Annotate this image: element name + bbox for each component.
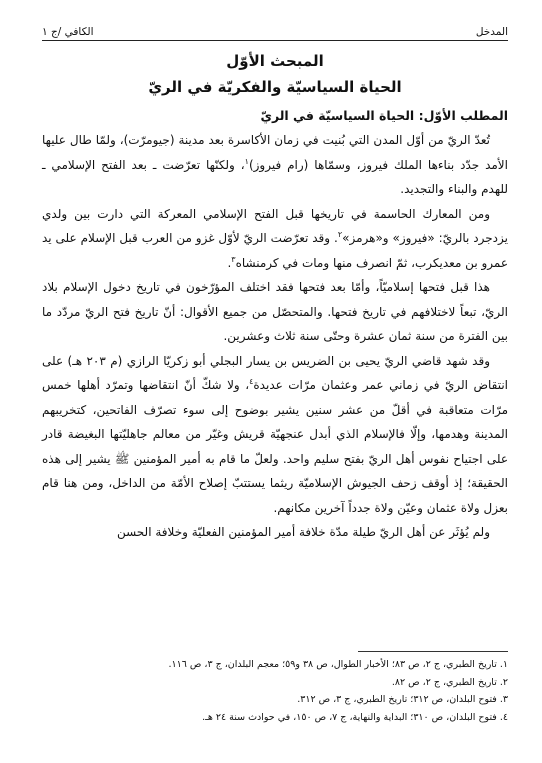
footnote-ref-2: ٢	[337, 230, 343, 239]
footnote-3: ٣. فتوح البلدان، ص ٣١٢؛ تاريخ الطبري، ج ٣، ص ٣١٢.	[297, 694, 508, 705]
footnote-1: ١. تاريخ الطبري، ج ٢، ص ٨٣؛ الأخبار الطوال، ص ٣٨ و٥٩؛ معجم البلدان، ج ٣، ص ١١٦.	[168, 659, 508, 670]
footnote-divider	[358, 651, 508, 652]
subsection-title: المطلب الأوّل: الحياة السياسيّة في الريّ	[260, 108, 508, 123]
footnote-ref-3: ٣	[231, 254, 236, 264]
paragraph-3: هذا قبل فتحها إسلاميّاً، وأمّا بعد فتحها فقد اختلف المؤرّخون في تاريخ دخول الإسلام بلاد الريّ، تبعاً لاختلافهم في تاريخ فتحها. والمتحصّل من جميع الأقوال: أنّ تاريخ فتح الريّ مردّد ما بين الفترة من سنة ثمان عشرة وحتّى سنة ثلاث وعشرين.	[42, 280, 508, 343]
footnote-ref-1: ١	[244, 156, 249, 166]
header-book-volume: الكافي /ج ١	[42, 25, 94, 38]
body-text	[42, 128, 508, 545]
section-title: الحياة السياسيّة والفكريّة في الريّ	[148, 78, 402, 96]
paragraph-1: تُعدّ الريّ من أوّل المدن التي بُنيت في زمان الأكاسرة بعد مدينة (جيومرّت)، ولمّا طال عليها الأمد جدّد بناءها الملك فيروز، وسمّاها (رام فيروز)$^١$، ولكنّها تعرّضت ـ بعد الفتح الإسلامي ـ للهدم والبناء والتجديد.	[42, 133, 508, 196]
footnote-ref-4: ٤	[249, 377, 254, 386]
paragraph-2: ومن المعارك الحاسمة في تاريخها قبل الفتح الإسلامي المعركة التي دارت بين ولدي يزدجرد بالريّ: «فيروز» و«هرمز»$^٢$. وقد تعرّضت الريّ لأوّل غزو من العرب قبل الإسلام على يد عمرو بن معديكرب، ثمّ انصرف منها ومات في كرمنشاه$^٣$.	[42, 206, 508, 270]
footnote-4: ٤. فتوح البلدان، ص ٣١٠؛ البداية والنهاية، ج ٧، ص ١٥٠، في حوادث سنة ٢٤ هـ.	[202, 711, 508, 723]
footnote-2: ٢. تاريخ الطبري، ج ٢، ص ٨٢.	[391, 676, 508, 688]
title-block	[42, 50, 508, 100]
footnotes	[42, 656, 508, 726]
chapter-title: المبحث الأوّل	[226, 52, 324, 70]
running-header	[42, 24, 508, 40]
paragraph-5: ولم يُؤثَر عن أهل الريّ طيلة مدّة خلافة أمير المؤمنين الفعليّة وخلافة الحسن	[116, 525, 490, 539]
header-section-name: المدخل	[475, 25, 508, 38]
header-divider	[42, 40, 508, 41]
paragraph-4: وقد شهد قاضي الريّ يحيى بن الضريس بن يسار البجلي أبو زكريّا الرازي (م ٢٠٣ هـ) على انتقاض الريّ في زماني عمر وعثمان مرّات عديدة$^٤$، ولا شكّ أنّ انتقاضها وتمرّد أهلها خمس مرّات متعاقبة في أقلّ من عشر سنين يشير بوضوح إلى سوء تصرّف الفاتحين، كتخريبهم المدينة وهدمها، وإلّا فالإسلام الذي أبدل عنجهيّة قريش وغيّر من معالم جاهليّتها البغيضة قادر على اجتياح نفوس أهل الريّ بفتح سليم واحد. ولعلّ ما قام به أمير المؤمنين ﷺ يشير إلى هذه الحقيقة؛ إذ أوقف زحف الجيوش الإسلاميّة ريثما يستتبّ إصلاح الأمّة من الداخل، ومن هنا قام بعزل ولاة عثمان وعيّن ولاة جدداً آخرين مكانهم.	[42, 353, 508, 515]
